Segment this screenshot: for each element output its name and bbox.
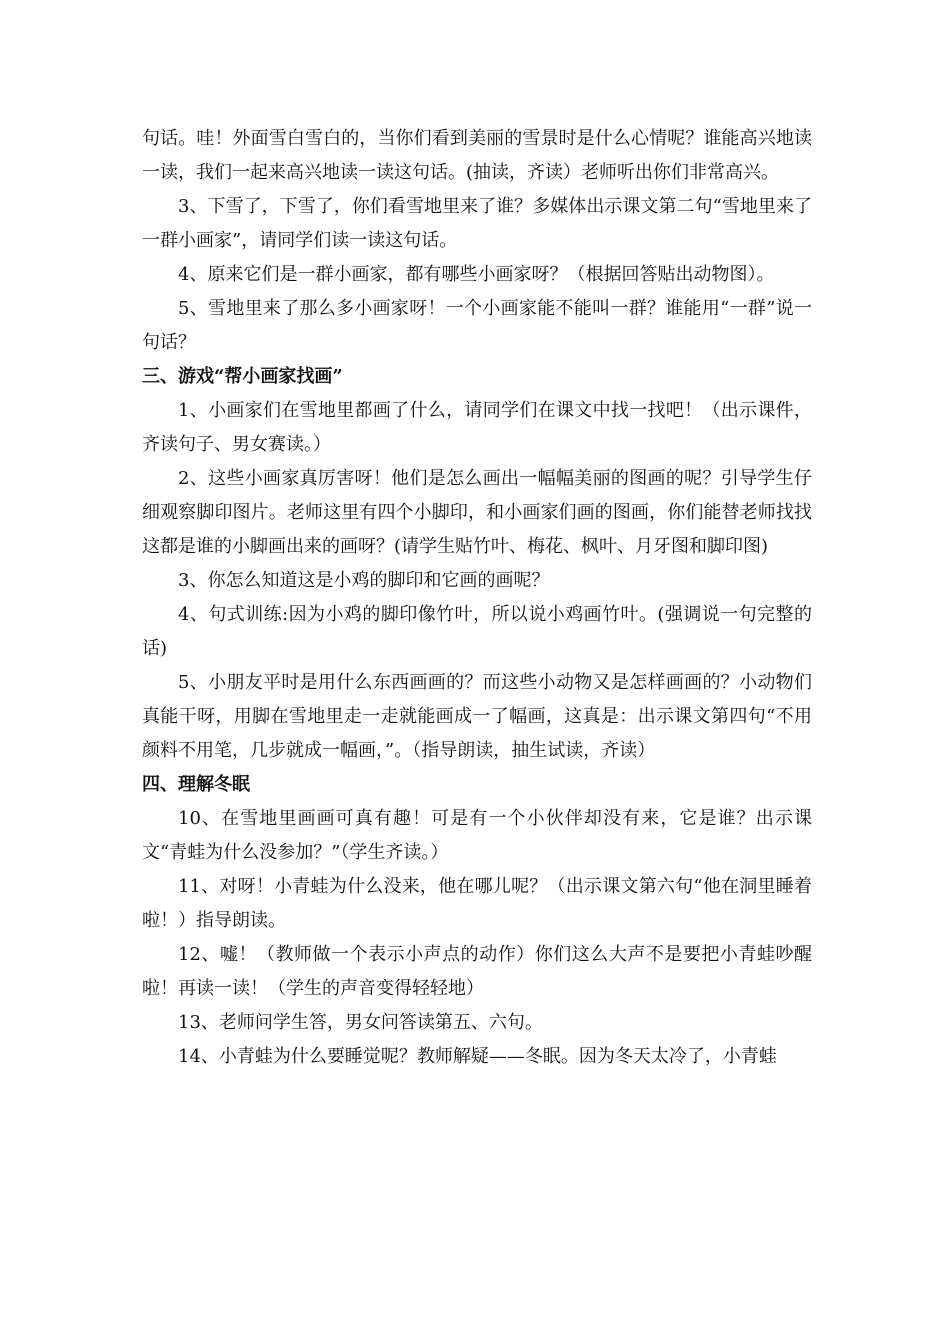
paragraph-continuation: 句话。哇！外面雪白雪白的，当你们看到美丽的雪景时是什么心情呢？谁能高兴地读一读，我们一起来高兴地读一读这句话。(抽读，齐读）老师听出你们非常高兴。 xyxy=(142,128,812,183)
paragraph-hibernation-10: 10、在雪地里画画可真有趣！可是有一个小伙伴却没有来，它是谁？出示课文“青蛙为什么没参加？”（学生齐读。） xyxy=(142,808,812,863)
paragraph-hibernation-13: 13、老师问学生答，男女问答读第五、六句。 xyxy=(178,1012,543,1033)
section-heading-hibernation: 四、理解冬眠 xyxy=(142,774,250,795)
paragraph-hibernation-14: 14、小青蛙为什么要睡觉呢？教师解疑——冬眠。因为冬天太冷了，小青蛙 xyxy=(178,1046,777,1067)
paragraph-game-1: 1、小画家们在雪地里都画了什么，请同学们在课文中找一找吧！（出示课件，齐读句子、男女赛读。） xyxy=(142,400,812,455)
paragraph-step-3: 3、下雪了，下雪了，你们看雪地里来了谁？多媒体出示课文第二句“雪地里来了一群小画家”，请同学们读一读这句话。 xyxy=(142,196,812,251)
paragraph-step-5: 5、雪地里来了那么多小画家呀！一个小画家能不能叫一群？谁能用“一群”说一句话？ xyxy=(142,298,812,353)
paragraph-game-5: 5、小朋友平时是用什么东西画画的？而这些小动物又是怎样画画的？小动物们真能干呀，用脚在雪地里走一走就能画成一了幅画，这真是：出示课文第四句“不用颜料不用笔，几步就成一幅画，”。（指导朗读，抽生试读，齐读） xyxy=(142,672,812,761)
document-page xyxy=(142,122,812,1074)
paragraph-game-3: 3、你怎么知道这是小鸡的脚印和它画的画呢？ xyxy=(178,570,550,591)
section-heading-game: 三、游戏“帮小画家找画” xyxy=(142,366,343,387)
paragraph-step-4: 4、原来它们是一群小画家，都有哪些小画家呀？（根据回答贴出动物图）。 xyxy=(178,264,775,285)
paragraph-hibernation-11: 11、对呀！小青蛙为什么没来，他在哪儿呢？（出示课文第六句“他在洞里睡着啦！）指导朗读。 xyxy=(142,876,812,931)
paragraph-hibernation-12: 12、嘘！（教师做一个表示小声点的动作）你们这么大声不是要把小青蛙吵醒啦！再读一读！（学生的声音变得轻轻地） xyxy=(142,944,812,999)
paragraph-game-2: 2、这些小画家真厉害呀！他们是怎么画出一幅幅美丽的图画的呢？引导学生仔细观察脚印图片。老师这里有四个小脚印，和小画家们画的图画，你们能替老师找找这都是谁的小脚画出来的画呀？(请学生贴竹叶、梅花、枫叶、月牙图和脚印图) xyxy=(142,468,812,557)
paragraph-game-4: 4、句式训练:因为小鸡的脚印像竹叶，所以说小鸡画竹叶。(强调说一句完整的话) xyxy=(142,604,812,659)
